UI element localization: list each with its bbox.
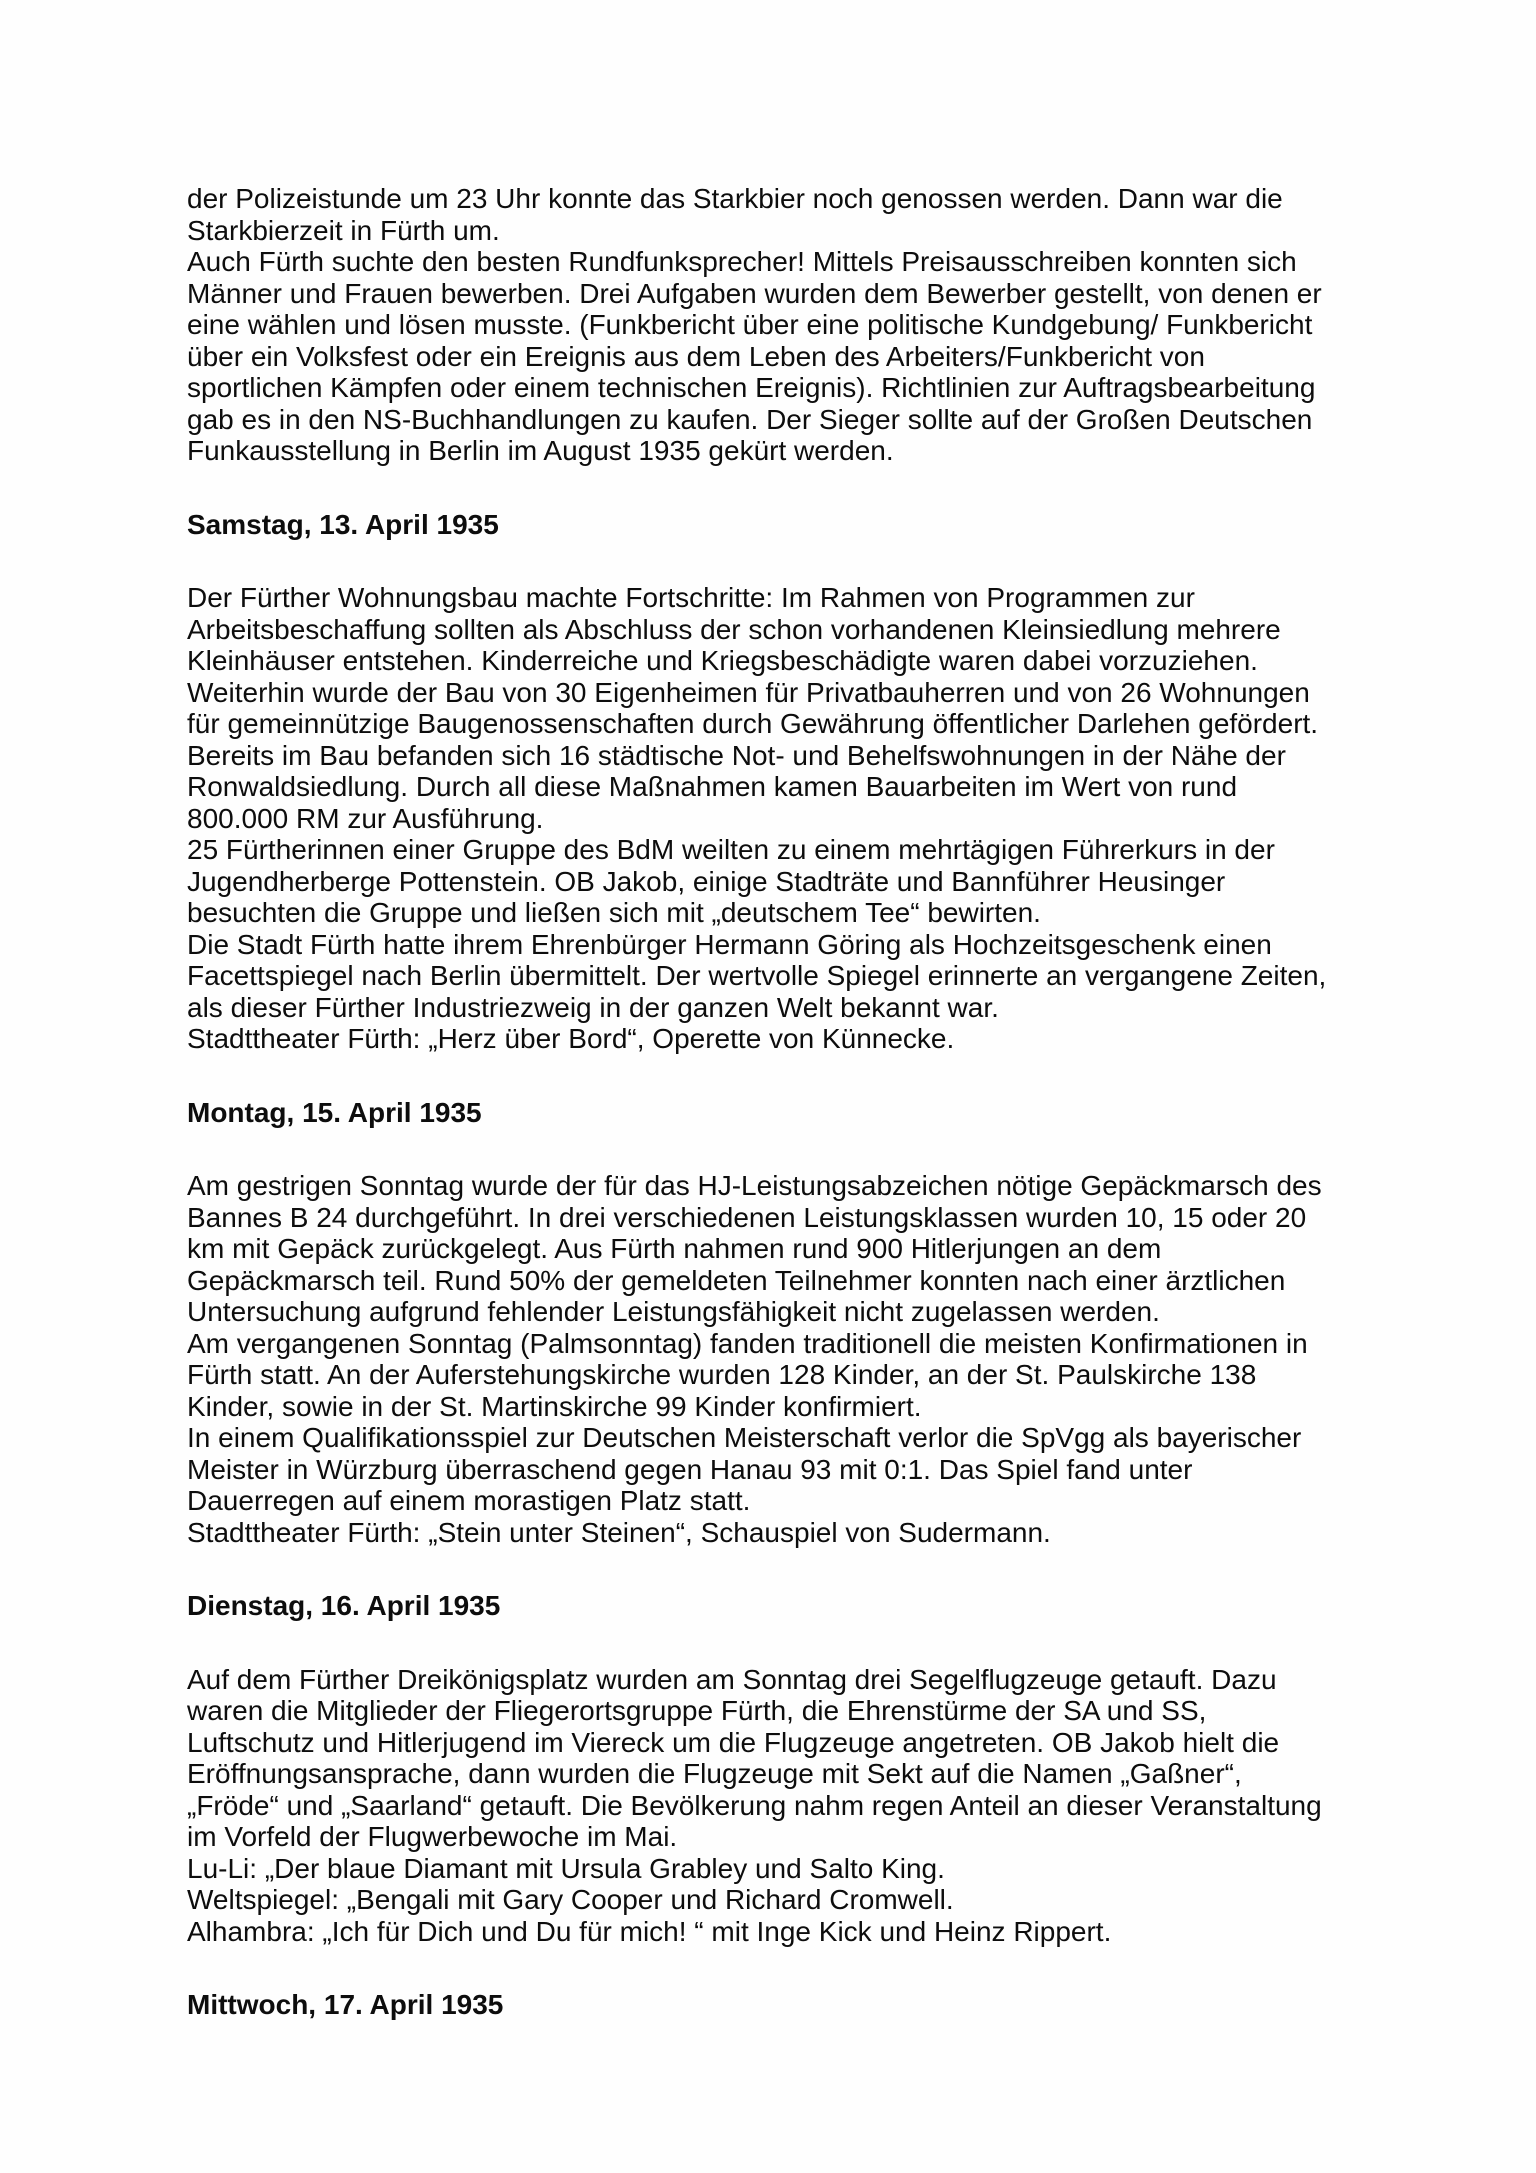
paragraph-line: sportlichen Kämpfen oder einem technischen Ereignis). Richtlinien zur Auftragsbearbeitung bbox=[187, 372, 1316, 403]
date-heading: Mittwoch, 17. April 1935 bbox=[187, 1989, 504, 2020]
paragraph-line: Meister in Würzburg überraschend gegen Hanau 93 mit 0:1. Das Spiel fand unter bbox=[187, 1453, 1193, 1485]
paragraph-line: Weltspiegel: „Bengali mit Gary Cooper und Richard Cromwell. bbox=[187, 1884, 954, 1915]
paragraph-line: Am vergangenen Sonntag (Palmsonntag) fanden traditionell die meisten Konfirmationen in bbox=[187, 1327, 1308, 1359]
paragraph-line: Gepäckmarsch teil. Rund 50% der gemeldeten Teilnehmer konnten nach einer ärztlichen bbox=[187, 1264, 1286, 1296]
paragraph-line: Funkausstellung in Berlin im August 1935 gekürt werden. bbox=[187, 435, 894, 466]
paragraph-line: im Vorfeld der Flugwerbewoche im Mai. bbox=[187, 1821, 678, 1852]
paragraph-line: Arbeitsbeschaffung sollten als Abschluss der schon vorhandenen Kleinsiedlung mehrere bbox=[187, 613, 1281, 645]
paragraph-line: Stadttheater Fürth: „Herz über Bord“, Operette von Künnecke. bbox=[187, 1023, 955, 1054]
paragraph bbox=[187, 582, 1487, 1055]
paragraph-line: 800.000 RM zur Ausführung. bbox=[187, 802, 544, 834]
paragraph-line: Facettspiegel nach Berlin übermittelt. Der wertvolle Spiegel erinnerte an vergangene Zeiten, bbox=[187, 960, 1327, 991]
paragraph-line: Bereits im Bau befanden sich 16 städtische Not- und Behelfswohnungen in der Nähe der bbox=[187, 739, 1286, 771]
paragraph-line: gab es in den NS-Buchhandlungen zu kaufen. Der Sieger sollte auf der Großen Deutschen bbox=[187, 403, 1313, 435]
paragraph-line: Weiterhin wurde der Bau von 30 Eigenheimen für Privatbauherren und von 26 Wohnungen bbox=[187, 676, 1310, 708]
paragraph bbox=[187, 183, 1487, 467]
paragraph-line: Starkbierzeit in Fürth um. bbox=[187, 214, 500, 246]
paragraph bbox=[187, 1170, 1487, 1548]
paragraph-line: km mit Gepäck zurückgelegt. Aus Fürth nahmen rund 900 Hitlerjungen an dem bbox=[187, 1233, 1162, 1264]
paragraph-line: Auf dem Fürther Dreikönigsplatz wurden am Sonntag drei Segelflugzeuge getauft. Dazu bbox=[187, 1663, 1277, 1695]
paragraph-line: 25 Fürtherinnen einer Gruppe des BdM weilten zu einem mehrtägigen Führerkurs in der bbox=[187, 834, 1275, 865]
paragraph-line: Am gestrigen Sonntag wurde der für das HJ-Leistungsabzeichen nötige Gepäckmarsch des bbox=[187, 1170, 1322, 1201]
paragraph-line: über ein Volksfest oder ein Ereignis aus dem Leben des Arbeiters/Funkbericht von bbox=[187, 340, 1205, 372]
paragraph-line: Dauerregen auf einem morastigen Platz statt. bbox=[187, 1485, 751, 1516]
date-heading: Dienstag, 16. April 1935 bbox=[187, 1590, 501, 1621]
paragraph-line: als dieser Fürther Industriezweig in der ganzen Welt bekannt war. bbox=[187, 991, 999, 1023]
paragraph-line: Der Fürther Wohnungsbau machte Fortschritte: Im Rahmen von Programmen zur bbox=[187, 582, 1195, 613]
paragraph-line: der Polizeistunde um 23 Uhr konnte das Starkbier noch genossen werden. Dann war die bbox=[187, 183, 1283, 214]
paragraph-line: Alhambra: „Ich für Dich und Du für mich! “ mit Inge Kick und Heinz Rippert. bbox=[187, 1915, 1112, 1947]
paragraph-line: Männer und Frauen bewerben. Drei Aufgaben wurden dem Bewerber gestellt, von denen er bbox=[187, 277, 1322, 309]
paragraph-line: für gemeinnützige Baugenossenschaften durch Gewährung öffentlicher Darlehen gefördert. bbox=[187, 708, 1319, 739]
paragraph-line: waren die Mitglieder der Fliegerortsgruppe Fürth, die Ehrenstürme der SA und SS, bbox=[187, 1695, 1207, 1726]
paragraph-line: In einem Qualifikationsspiel zur Deutschen Meisterschaft verlor die SpVgg als bayerischer bbox=[187, 1422, 1302, 1453]
document-content bbox=[187, 183, 1487, 2063]
paragraph bbox=[187, 1664, 1487, 1948]
paragraph-line: Ronwaldsiedlung. Durch all diese Maßnahmen kamen Bauarbeiten im Wert von rund bbox=[187, 771, 1238, 802]
paragraph-line: Stadttheater Fürth: „Stein unter Steinen“, Schauspiel von Sudermann. bbox=[187, 1516, 1051, 1548]
paragraph-line: Auch Fürth suchte den besten Rundfunksprecher! Mittels Preisausschreiben konnten sich bbox=[187, 246, 1297, 277]
paragraph-line: eine wählen und lösen musste. (Funkbericht über eine politische Kundgebung/ Funkbericht bbox=[187, 309, 1313, 340]
paragraph-line: Fürth statt. An der Auferstehungskirche wurden 128 Kinder, an der St. Paulskirche 138 bbox=[187, 1359, 1257, 1390]
paragraph-line: besuchten die Gruppe und ließen sich mit „deutschem Tee“ bewirten. bbox=[187, 897, 1041, 928]
paragraph-line: Die Stadt Fürth hatte ihrem Ehrenbürger Hermann Göring als Hochzeitsgeschenk einen bbox=[187, 928, 1272, 960]
date-heading: Montag, 15. April 1935 bbox=[187, 1096, 482, 1128]
paragraph-line: Kinder, sowie in der St. Martinskirche 99 Kinder konfirmiert. bbox=[187, 1390, 922, 1422]
paragraph-line: Kleinhäuser entstehen. Kinderreiche und Kriegsbeschädigte waren dabei vorzuziehen. bbox=[187, 645, 1258, 676]
paragraph-line: Bannes B 24 durchgeführt. In drei verschiedenen Leistungsklassen wurden 10, 15 oder 20 bbox=[187, 1201, 1307, 1233]
paragraph-line: Lu-Li: „Der blaue Diamant mit Ursula Grabley und Salto King. bbox=[187, 1852, 945, 1884]
paragraph-line: Eröffnungsansprache, dann wurden die Flugzeuge mit Sekt auf die Namen „Gaßner“, bbox=[187, 1758, 1242, 1789]
paragraph-line: Jugendherberge Pottenstein. OB Jakob, einige Stadträte und Bannführer Heusinger bbox=[187, 865, 1226, 897]
paragraph-line: Luftschutz und Hitlerjugend im Viereck um die Flugzeuge angetreten. OB Jakob hielt die bbox=[187, 1726, 1280, 1758]
paragraph-line: Untersuchung aufgrund fehlender Leistungsfähigkeit nicht zugelassen werden. bbox=[187, 1296, 1160, 1327]
date-heading: Samstag, 13. April 1935 bbox=[187, 508, 499, 540]
paragraph-line: „Fröde“ und „Saarland“ getauft. Die Bevölkerung nahm regen Anteil an dieser Veranstaltung bbox=[187, 1789, 1322, 1821]
